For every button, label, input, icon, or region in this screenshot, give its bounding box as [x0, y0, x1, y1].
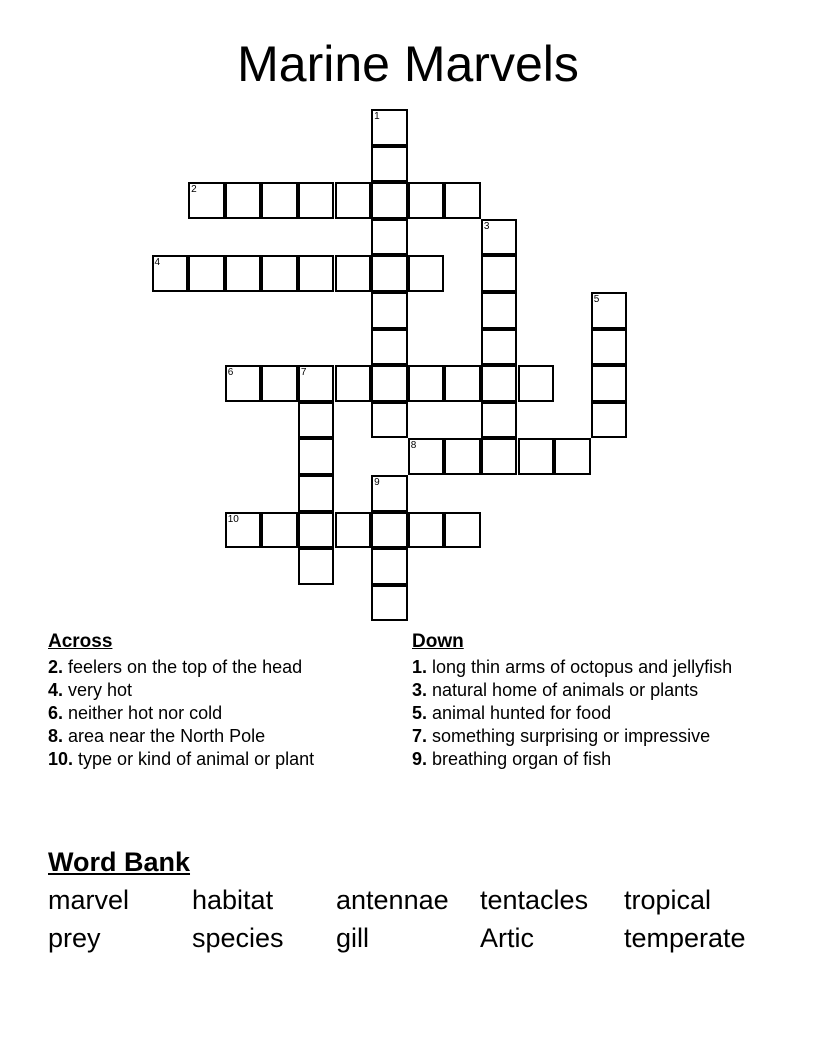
grid-cell[interactable]	[554, 438, 591, 475]
grid-cell[interactable]	[481, 365, 518, 402]
across-clues	[48, 657, 388, 772]
grid-cell[interactable]	[371, 365, 408, 402]
grid-cell[interactable]	[298, 365, 335, 402]
grid-cell[interactable]	[481, 402, 518, 439]
clue-text: area near the North Pole	[63, 726, 266, 746]
clue-number: 4	[154, 257, 161, 269]
grid-cell[interactable]	[225, 255, 262, 292]
grid-cell[interactable]	[152, 255, 189, 292]
grid-cell[interactable]	[335, 182, 372, 219]
clue	[48, 680, 388, 700]
clue-num: 5.	[412, 703, 428, 723]
clue-text: type or kind of animal or plant	[73, 749, 315, 769]
grid-cell[interactable]	[261, 255, 298, 292]
grid-cell[interactable]	[298, 512, 335, 549]
clue-num: 4.	[48, 680, 64, 700]
clue-number: 3	[483, 220, 490, 232]
grid-cell[interactable]	[188, 255, 225, 292]
grid-cell[interactable]	[481, 438, 518, 475]
across-heading: Across	[48, 631, 113, 652]
grid-cell[interactable]	[518, 438, 555, 475]
word-bank-word: Artic	[480, 923, 534, 953]
down-heading: Down	[412, 631, 464, 652]
clue	[412, 726, 752, 746]
grid-cell[interactable]	[408, 512, 445, 549]
clue-number: 2	[191, 184, 197, 196]
grid-cell[interactable]	[188, 182, 225, 219]
grid-cell[interactable]	[371, 146, 408, 183]
grid-cell[interactable]	[298, 255, 335, 292]
grid-cell[interactable]	[408, 438, 445, 475]
grid-cell[interactable]	[481, 219, 518, 256]
word-bank	[48, 883, 788, 955]
grid-cell[interactable]	[298, 438, 335, 475]
clue-num: 10.	[48, 749, 74, 769]
word-bank-word: species	[192, 923, 284, 953]
clue-number: 9	[374, 477, 380, 488]
clue-text: neither hot nor cold	[63, 703, 223, 723]
clue	[48, 657, 388, 677]
grid-cell[interactable]	[444, 512, 481, 549]
clue-text: natural home of animals or plants	[427, 680, 699, 700]
clue-num: 7.	[412, 726, 428, 746]
grid-cell[interactable]	[518, 365, 555, 402]
clue-text: feelers on the top of the head	[63, 657, 303, 677]
clue	[412, 680, 752, 700]
grid-cell[interactable]	[335, 365, 372, 402]
word-bank-word: gill	[336, 923, 370, 953]
grid-cell[interactable]	[444, 365, 481, 402]
grid-cell[interactable]	[225, 182, 262, 219]
grid-cell[interactable]	[225, 512, 262, 549]
grid-cell[interactable]	[298, 548, 335, 585]
word-bank-heading: Word Bank	[48, 847, 191, 877]
clue-text: animal hunted for food	[427, 703, 612, 723]
clue-number: 5	[593, 294, 600, 305]
grid-cell[interactable]	[481, 292, 518, 329]
clue-num: 1.	[412, 657, 428, 677]
grid-cell[interactable]	[408, 365, 445, 402]
clue	[48, 703, 388, 723]
word-bank-word: habitat	[192, 885, 274, 915]
grid-cell[interactable]	[371, 585, 408, 622]
clue-number: 10	[227, 513, 239, 525]
grid-cell[interactable]	[371, 402, 408, 439]
clue-num: 8.	[48, 726, 64, 746]
clue-num: 3.	[412, 680, 428, 700]
grid-cell[interactable]	[335, 512, 372, 549]
clue-num: 6.	[48, 703, 64, 723]
word-bank-word: temperate	[624, 923, 746, 953]
clue-number: 7	[300, 367, 307, 379]
grid-cell[interactable]	[261, 182, 298, 219]
grid-cell[interactable]	[261, 512, 298, 549]
word-bank-word: tentacles	[480, 885, 589, 915]
grid-cell[interactable]	[408, 182, 445, 219]
clue	[412, 749, 752, 769]
grid-cell[interactable]	[591, 365, 628, 402]
grid-cell[interactable]	[298, 182, 335, 219]
word-bank-word: marvel	[48, 885, 130, 915]
grid-cell[interactable]	[298, 475, 335, 512]
clue	[48, 749, 388, 769]
clue-num: 2.	[48, 657, 64, 677]
clue	[48, 726, 388, 746]
grid-cell[interactable]	[591, 329, 628, 366]
grid-cell[interactable]	[371, 292, 408, 329]
word-bank-word: antennae	[336, 885, 449, 915]
grid-cell[interactable]	[591, 402, 628, 439]
word-bank-word: prey	[48, 923, 101, 953]
grid-cell[interactable]	[371, 329, 408, 366]
clue-text: very hot	[63, 680, 133, 700]
grid-cell[interactable]	[298, 402, 335, 439]
clue-text: something surprising or impressive	[427, 726, 711, 746]
grid-cell[interactable]	[371, 109, 408, 146]
grid-cell[interactable]	[444, 438, 481, 475]
grid-cell[interactable]	[481, 329, 518, 366]
clue-num: 9.	[412, 749, 428, 769]
clue-number: 1	[374, 111, 380, 122]
puzzle-title: Marine Marvels	[237, 36, 579, 92]
clue-text: long thin arms of octopus and jellyfish	[427, 657, 733, 677]
grid-cell[interactable]	[591, 292, 628, 329]
grid-cell[interactable]	[481, 255, 518, 292]
down-clues	[412, 657, 752, 772]
clue-number: 6	[227, 367, 234, 379]
grid-cell[interactable]	[371, 548, 408, 585]
grid-cell[interactable]	[371, 475, 408, 512]
grid-cell[interactable]	[444, 182, 481, 219]
clue-text: breathing organ of fish	[427, 749, 612, 769]
clue	[412, 703, 752, 723]
grid-cell[interactable]	[408, 255, 445, 292]
word-bank-word: tropical	[624, 885, 712, 915]
clue-number: 8	[410, 440, 417, 452]
grid-cell[interactable]	[371, 182, 408, 219]
clue	[412, 657, 752, 677]
grid-cell[interactable]	[225, 365, 262, 402]
grid-cell[interactable]	[335, 255, 372, 292]
grid-cell[interactable]	[371, 512, 408, 549]
grid-cell[interactable]	[371, 219, 408, 256]
grid-cell[interactable]	[261, 365, 298, 402]
grid-cell[interactable]	[371, 255, 408, 292]
